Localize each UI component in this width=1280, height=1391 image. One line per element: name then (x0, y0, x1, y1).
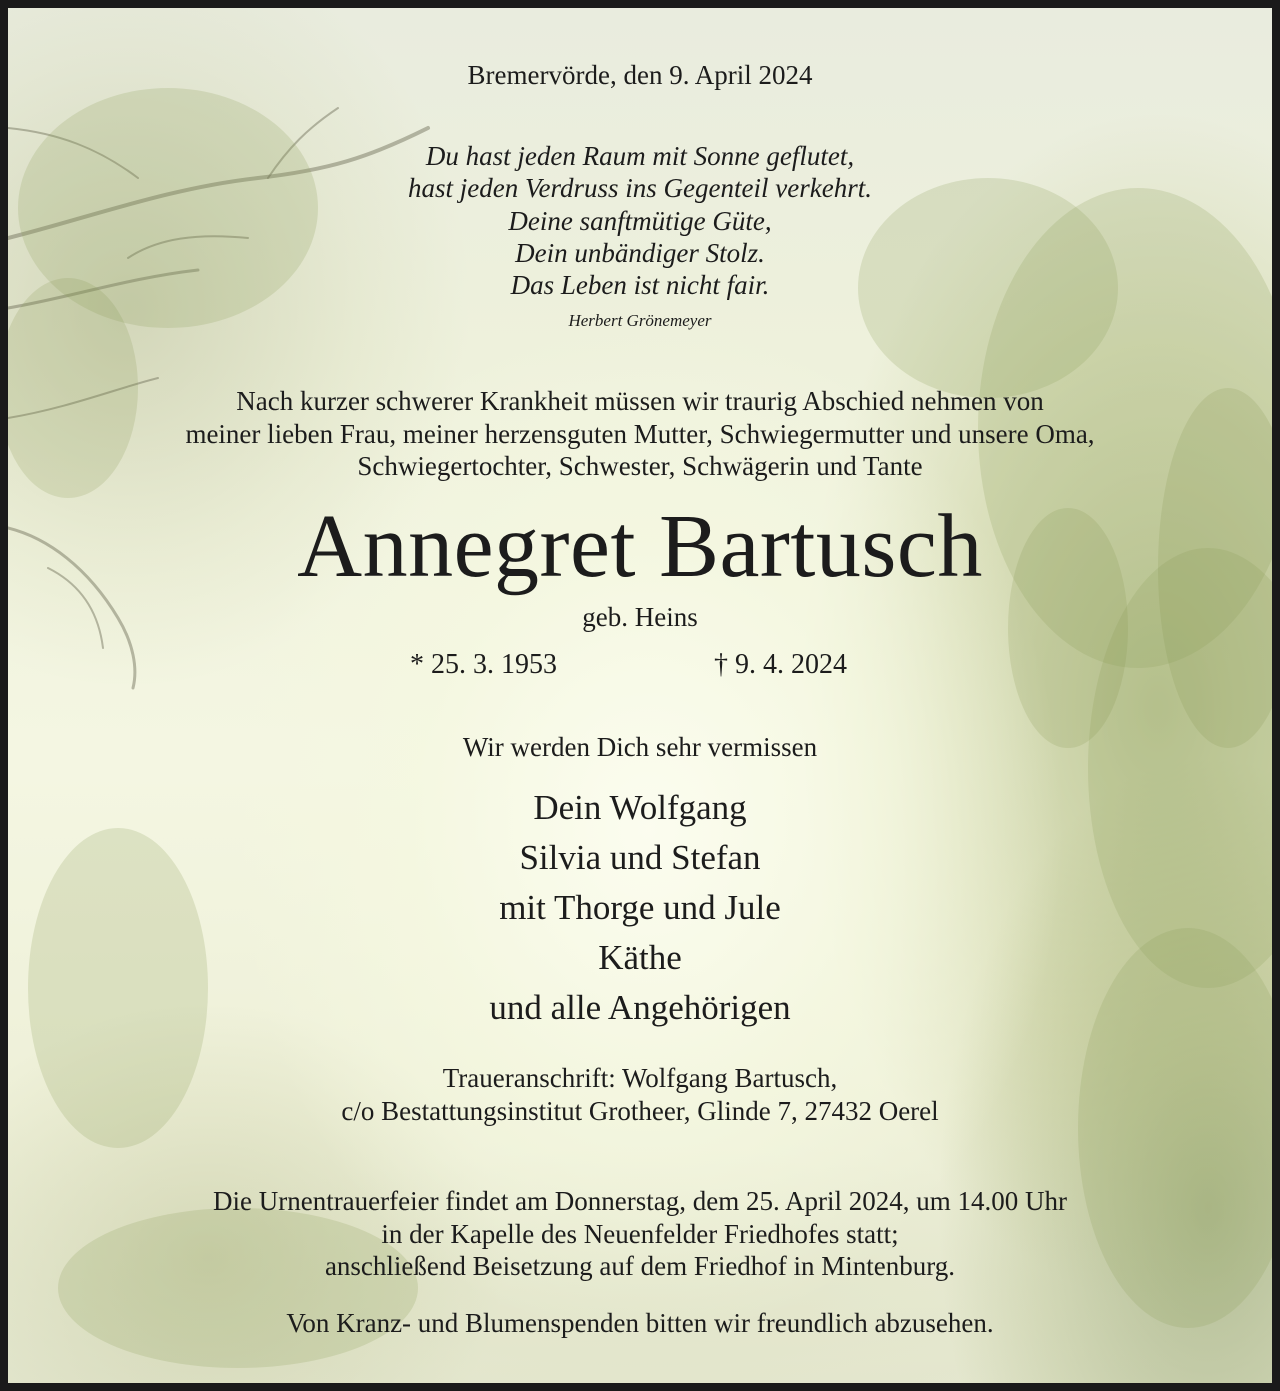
miss-line: Wir werden Dich sehr vermissen (462, 732, 818, 762)
poem-line: Du hast jeden Raum mit Sonne geflutet, (425, 141, 855, 171)
funeral-info-line: in der Kapelle des Neuenfelder Friedhofes statt; (381, 1219, 899, 1249)
signer-line: Silvia und Stefan (519, 838, 761, 877)
intro-line: Schwiegertochter, Schwester, Schwägerin und Tante (357, 451, 923, 481)
funeral-info-line: anschließend Beisetzung auf dem Friedhof in Mintenburg. (324, 1251, 956, 1281)
poem-line: Dein unbändiger Stolz. (515, 238, 765, 268)
flowers-note: Von Kranz- und Blumenspenden bitten wir freundlich abzusehen. (286, 1308, 994, 1338)
signer-line: Käthe (598, 938, 682, 977)
intro-line: Nach kurzer schwerer Krankheit müssen wir traurig Abschied nehmen von (236, 386, 1044, 416)
deceased-name: Annegret Bartusch (297, 497, 983, 596)
poem-line: Das Leben ist nicht fair. (510, 270, 770, 300)
notice-content (8, 8, 1272, 1383)
intro-line: meiner lieben Frau, meiner herzensguten Mutter, Schwiegermutter und unsere Oma, (185, 419, 1095, 449)
place-date: Bremervörde, den 9. April 2024 (467, 60, 813, 90)
death-date: † 9. 4. 2024 (714, 649, 847, 680)
poem-author: Herbert Grönemeyer (568, 311, 712, 330)
mourning-address-line: c/o Bestattungsinstitut Grotheer, Glinde 7, 27432 Oerel (341, 1096, 939, 1126)
signer-line: mit Thorge und Jule (499, 888, 781, 927)
mourning-address-line: Traueranschrift: Wolfgang Bartusch, (442, 1063, 838, 1093)
birth-date: * 25. 3. 1953 (410, 649, 557, 680)
poem-line: Deine sanftmütige Güte, (508, 206, 772, 236)
maiden-name: geb. Heins (582, 602, 698, 632)
funeral-info-line: Die Urnentrauerfeier findet am Donnerstag, dem 25. April 2024, um 14.00 Uhr (212, 1186, 1068, 1216)
poem-line: hast jeden Verdruss ins Gegenteil verkehrt. (408, 173, 872, 203)
signer-line: Dein Wolfgang (533, 788, 747, 827)
signer-line: und alle Angehörigen (489, 988, 791, 1027)
